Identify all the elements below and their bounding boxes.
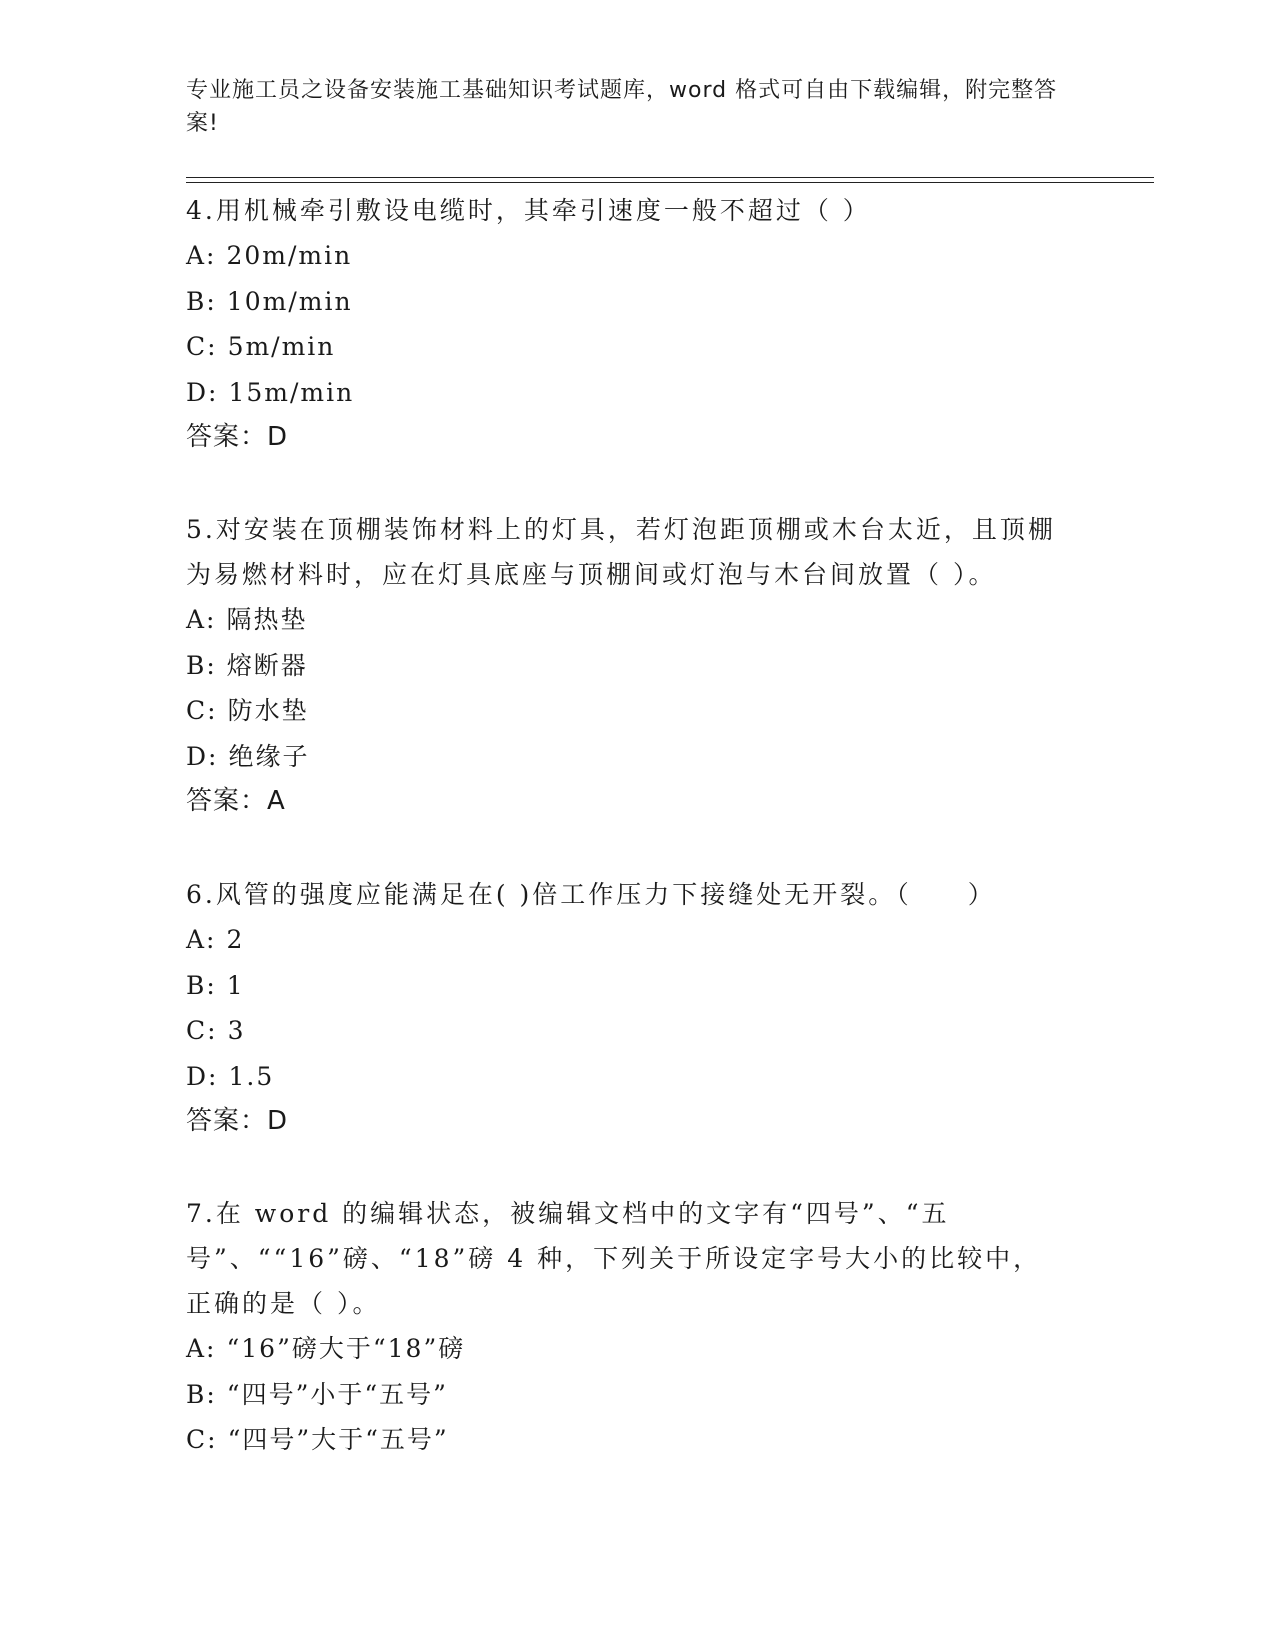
option-text: 1.5	[228, 1061, 275, 1091]
option-d	[186, 734, 1066, 780]
option-letter: A:	[186, 605, 217, 634]
option-letter: A:	[186, 925, 217, 954]
option-text: 3	[227, 1016, 246, 1045]
option-text: 熔断器	[226, 650, 308, 680]
option-text: 2	[226, 925, 245, 954]
answer-label: 答案：	[186, 422, 268, 452]
option-text: 5m/min	[227, 332, 336, 361]
option-text: 1	[226, 970, 245, 1000]
option-letter: D:	[186, 1061, 219, 1091]
option-text: 10m/min	[226, 286, 353, 316]
question-text: 4.用机械牵引敷设电缆时，其牵引速度一般不超过（ ）	[186, 196, 871, 225]
option-text: “四号”小于“五号”	[226, 1379, 448, 1409]
question-4	[186, 188, 1066, 460]
option-c	[186, 1417, 1066, 1463]
option-a	[186, 1326, 1066, 1372]
option-text: 隔热垫	[226, 605, 308, 634]
option-d	[186, 1054, 1066, 1100]
question-5	[186, 507, 1066, 824]
option-c	[186, 688, 1066, 734]
option-letter: B:	[186, 1379, 217, 1409]
header-divider-bottom	[186, 182, 1154, 183]
answer-line	[186, 779, 1066, 824]
option-b	[186, 643, 1066, 689]
answer-line	[186, 415, 1066, 460]
option-letter: A:	[186, 241, 217, 270]
document-header: 专业施工员之设备安装施工基础知识考试题库，word 格式可自由下载编辑，附完整答案!	[186, 78, 1058, 136]
option-text: “四号”大于“五号”	[227, 1425, 449, 1454]
option-text: 20m/min	[226, 241, 353, 270]
question-text: 6.风管的强度应能满足在( )倍工作压力下接缝处无开裂。（ ）	[186, 880, 996, 909]
option-letter: B:	[186, 970, 217, 1000]
option-letter: C:	[186, 1016, 218, 1045]
answer-value: D	[267, 422, 289, 452]
option-letter: C:	[186, 696, 218, 725]
option-letter: B:	[186, 650, 217, 680]
question-7	[186, 1191, 1066, 1463]
answer-value: D	[267, 1106, 289, 1136]
answer-value: A	[267, 786, 286, 816]
option-letter: B:	[186, 286, 217, 316]
option-c	[186, 324, 1066, 370]
question-6	[186, 872, 1066, 1144]
option-a	[186, 917, 1066, 963]
answer-label: 答案：	[186, 1106, 268, 1136]
option-text: 绝缘子	[228, 741, 310, 771]
question-text: 7.在 word 的编辑状态，被编辑文档中的文字有“四号”、“五号”、““16”磅、“18”磅 4 种，下列关于所设定字号大小的比较中，正确的是（ ）。	[186, 1199, 1042, 1318]
option-letter: C:	[186, 332, 218, 361]
option-letter: D:	[186, 377, 219, 407]
option-text: 防水垫	[227, 696, 309, 725]
option-d	[186, 370, 1066, 416]
option-letter: C:	[186, 1425, 218, 1454]
option-a	[186, 597, 1066, 643]
option-letter: D:	[186, 741, 219, 771]
option-b	[186, 279, 1066, 325]
answer-line	[186, 1099, 1066, 1144]
header-divider-top	[186, 177, 1154, 178]
option-text: 15m/min	[228, 377, 355, 407]
question-text: 5.对安装在顶棚装饰材料上的灯具，若灯泡距顶棚或木台太近，且顶棚为易燃材料时，应在灯具底座与顶棚间或灯泡与木台间放置（ ）。	[186, 515, 1056, 589]
option-b	[186, 1372, 1066, 1418]
option-text: “16”磅大于“18”磅	[226, 1334, 466, 1363]
option-c	[186, 1008, 1066, 1054]
answer-label: 答案：	[186, 786, 268, 816]
option-a	[186, 233, 1066, 279]
option-letter: A:	[186, 1334, 217, 1363]
option-b	[186, 963, 1066, 1009]
